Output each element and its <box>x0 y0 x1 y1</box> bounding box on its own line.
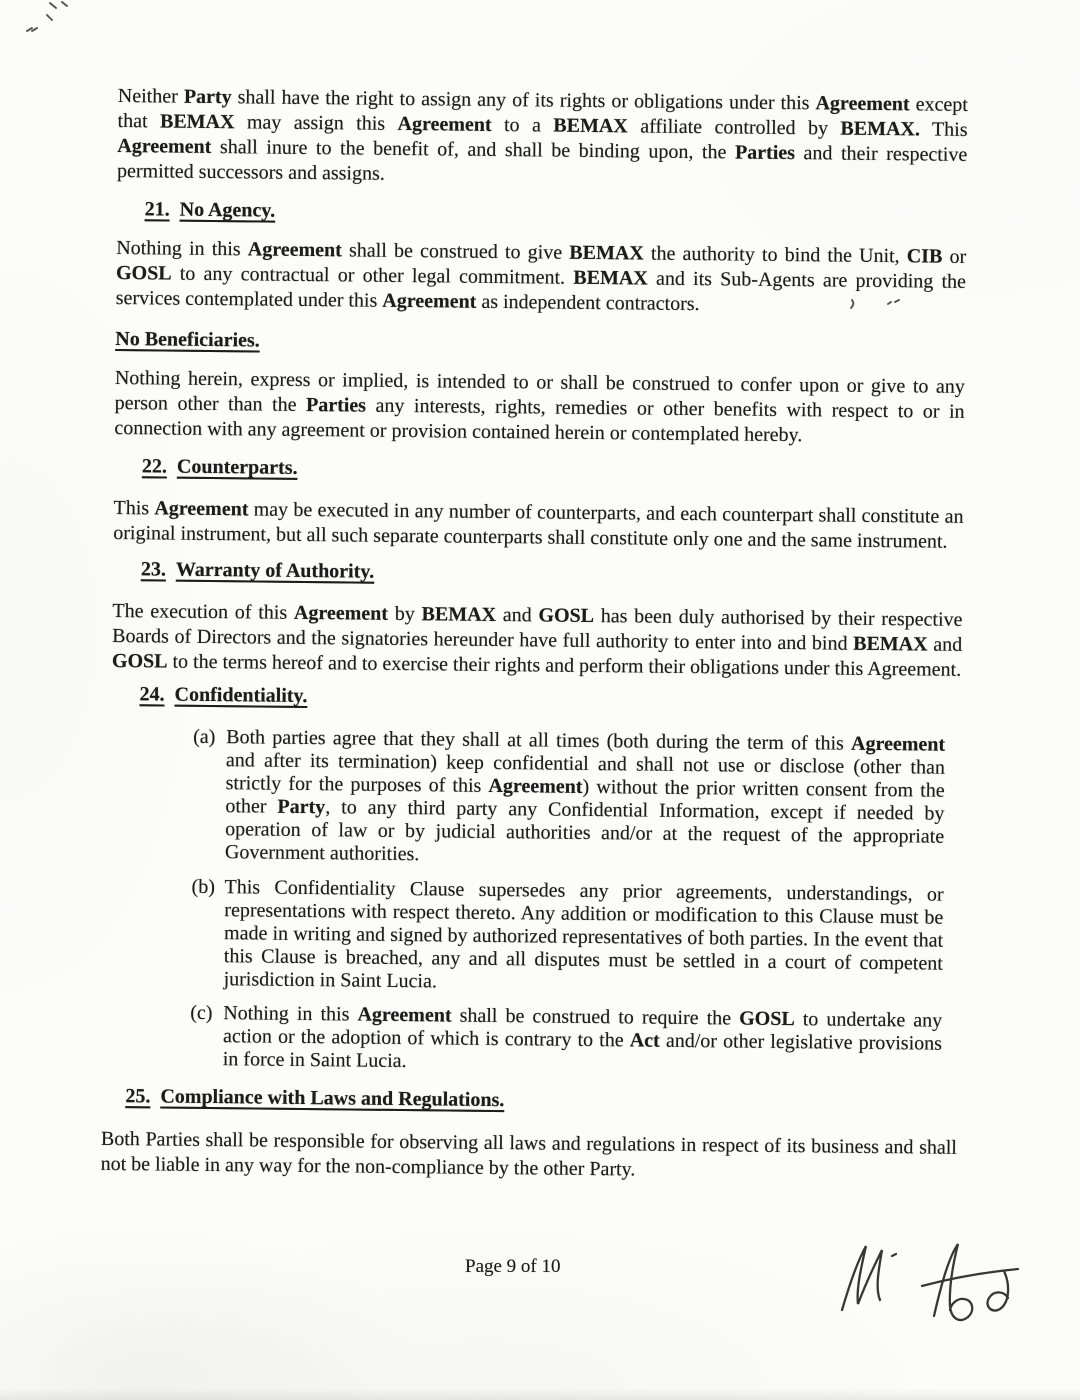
heading-no-beneficiaries <box>115 326 965 361</box>
heading-number: 22. <box>141 455 168 478</box>
subclause-label: (b) <box>191 875 216 899</box>
clause-paragraph-counterparts: This Agreement may be executed in any number of counterparts, and each counterpart shall constitute an original instrument, but all such separate counterparts shall constitute only one and the same instrument. <box>113 496 964 553</box>
heading-title: Warranty of Authority. <box>175 558 375 583</box>
subclause-b <box>109 875 960 999</box>
subclause-text: This Confidentiality Clause supersedes any prior agreements, understandings, or representations with respect thereto. Any addition or modification to this Clause must be made in writing and signed by authorized representatives of both parties. In the event that this Clause is breached, any and all disputes must be settled in a court of competent jurisdiction in Saint Lucia. <box>223 876 944 993</box>
subclause-text: Nothing in this Agreement shall be construed to require the GOSL to undertake any action or the adoption of which is contrary to the Act and/or other legislative provisions in force in Saint Lucia. <box>222 1002 943 1073</box>
document-content <box>100 84 968 1186</box>
heading-22-counterparts <box>142 453 964 488</box>
subclause-label: (a) <box>193 725 216 749</box>
subclause-label: (c) <box>190 1001 213 1025</box>
heading-title: Compliance with Laws and Regulations. <box>160 1085 505 1112</box>
heading-23-warranty-of-authority <box>141 556 963 591</box>
clause-paragraph-compliance: Both Parties shall be responsible for observing all laws and regulations in respect of its business and shall not be liable in any way for the non-compliance by the other Party. <box>100 1127 958 1181</box>
signature-initials <box>822 1238 1032 1343</box>
clause-paragraph-no-agency: Nothing in this Agreement shall be construed to give BEMAX the authority to bind the Unit, CIB or GOSL to any contractual or other legal commitment. BEMAX and its Sub-Agents are providing the services contemplated under this Agreement as independent contractors. <box>115 236 967 316</box>
speck-mark <box>62 2 67 6</box>
heading-number: 23. <box>140 558 167 581</box>
heading-24-confidentiality <box>139 681 961 716</box>
heading-number: 21. <box>144 198 170 221</box>
subclause-a <box>110 725 961 872</box>
signature-stroke <box>987 1271 1008 1311</box>
page-number: Page 9 of 10 <box>465 1256 561 1277</box>
heading-number: 25. <box>125 1085 151 1108</box>
clause-paragraph-assignment: Neither Party shall have the right to assign any of its rights or obligations under this Agreement except that BEMAX may assign this Agreement to a BEMAX affiliate controlled by BEMAX. This Agreement shall inure to the benefit of, and shall be binding upon, the Parties and their respective permitted successors and assigns. <box>116 84 968 185</box>
speck-mark <box>27 28 37 31</box>
heading-number: 24. <box>139 683 165 706</box>
clause-paragraph-no-beneficiaries: Nothing herein, express or implied, is intended to or shall be construed to confer upon or give to any person other than the Parties any interests, rights, remedies or other benefits with respect to or in connection with any agreement or provision contained herein or contemplated hereby. <box>114 366 965 447</box>
heading-title: Counterparts. <box>176 455 298 479</box>
speck-mark <box>50 3 56 8</box>
subclause-c <box>108 1001 959 1079</box>
signature-stroke <box>892 1254 896 1256</box>
clause-paragraph-warranty: The execution of this Agreement by BEMAX and GOSL has been duly authorised by their respective Boards of Directors and the signatories hereunder have full authority to enter into and bind BEMAX and GOSL to the terms hereof and to exercise their rights and perform their obligations under this Agreement. <box>111 599 963 681</box>
heading-title: Confidentiality. <box>174 683 308 708</box>
subclause-text: Both parties agree that they shall at all times (both during the term of this Agreement and after its termination) keep confidential and shall not use or disclose (other than strictly for the purposes of this Agreement) without the prior written consent from the other Party, to any third party any Confidential Information, except if needed by operation of law or by judicial authorities and/or at the request of the appropriate Government authorities. <box>224 726 946 866</box>
heading-21-no-agency <box>145 196 967 231</box>
heading-title: No Beneficiaries. <box>115 327 260 352</box>
speck-mark <box>47 15 52 20</box>
heading-title: No Agency. <box>179 198 276 222</box>
heading-25-compliance <box>125 1083 957 1118</box>
signature-stroke <box>842 1246 882 1310</box>
